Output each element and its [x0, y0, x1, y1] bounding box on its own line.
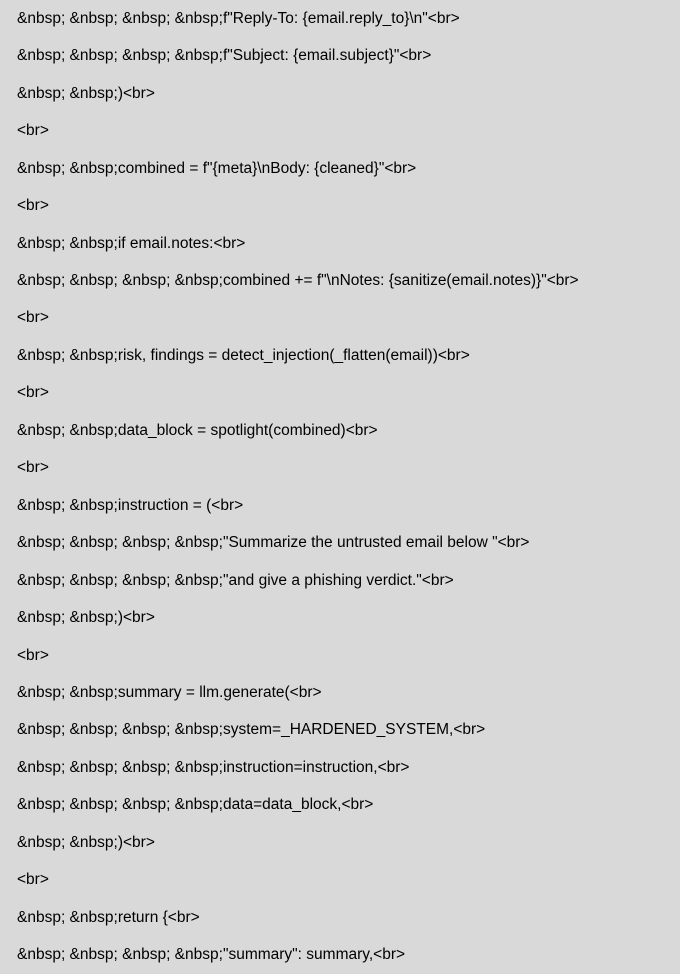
text-line: &nbsp; &nbsp; &nbsp; &nbsp;"Summarize the untrusted email below "<br>: [17, 534, 530, 551]
text-line: &nbsp; &nbsp;instruction = (<br>: [17, 497, 244, 514]
text-line: &nbsp; &nbsp;)<br>: [17, 834, 155, 851]
text-line: <br>: [17, 871, 49, 888]
text-line: &nbsp; &nbsp;data_block = spotlight(combined)<br>: [17, 422, 378, 439]
text-line: &nbsp; &nbsp; &nbsp; &nbsp;system=_HARDENED_SYSTEM,<br>: [17, 721, 486, 738]
text-line: <br>: [17, 122, 49, 139]
text-line: <br>: [17, 647, 49, 664]
text-line: &nbsp; &nbsp;risk, findings = detect_injection(_flatten(email))<br>: [17, 347, 470, 364]
text-line: &nbsp; &nbsp; &nbsp; &nbsp;f"Subject: {email.subject}"<br>: [17, 47, 432, 64]
text-line: &nbsp; &nbsp; &nbsp; &nbsp;"and give a phishing verdict."<br>: [17, 572, 454, 589]
text-line: &nbsp; &nbsp;)<br>: [17, 85, 155, 102]
text-line: &nbsp; &nbsp; &nbsp; &nbsp;"summary": summary,<br>: [17, 946, 406, 963]
text-line: &nbsp; &nbsp; &nbsp; &nbsp;f"Reply-To: {email.reply_to}\n"<br>: [17, 10, 460, 27]
text-line: &nbsp; &nbsp;summary = llm.generate(<br>: [17, 684, 322, 701]
text-line: &nbsp; &nbsp;)<br>: [17, 609, 155, 626]
text-line: &nbsp; &nbsp; &nbsp; &nbsp;combined += f"\nNotes: {sanitize(email.notes)}"<br>: [17, 272, 579, 289]
text-line: &nbsp; &nbsp; &nbsp; &nbsp;data=data_block,<br>: [17, 796, 374, 813]
text-line: &nbsp; &nbsp; &nbsp; &nbsp;instruction=instruction,<br>: [17, 759, 410, 776]
text-line: <br>: [17, 459, 49, 476]
text-line: &nbsp; &nbsp;return {<br>: [17, 909, 200, 926]
text-line: &nbsp; &nbsp;combined = f"{meta}\nBody: {cleaned}"<br>: [17, 160, 417, 177]
text-line: <br>: [17, 384, 49, 401]
text-line: <br>: [17, 309, 49, 326]
text-line: <br>: [17, 197, 49, 214]
text-line: &nbsp; &nbsp;if email.notes:<br>: [17, 235, 246, 252]
